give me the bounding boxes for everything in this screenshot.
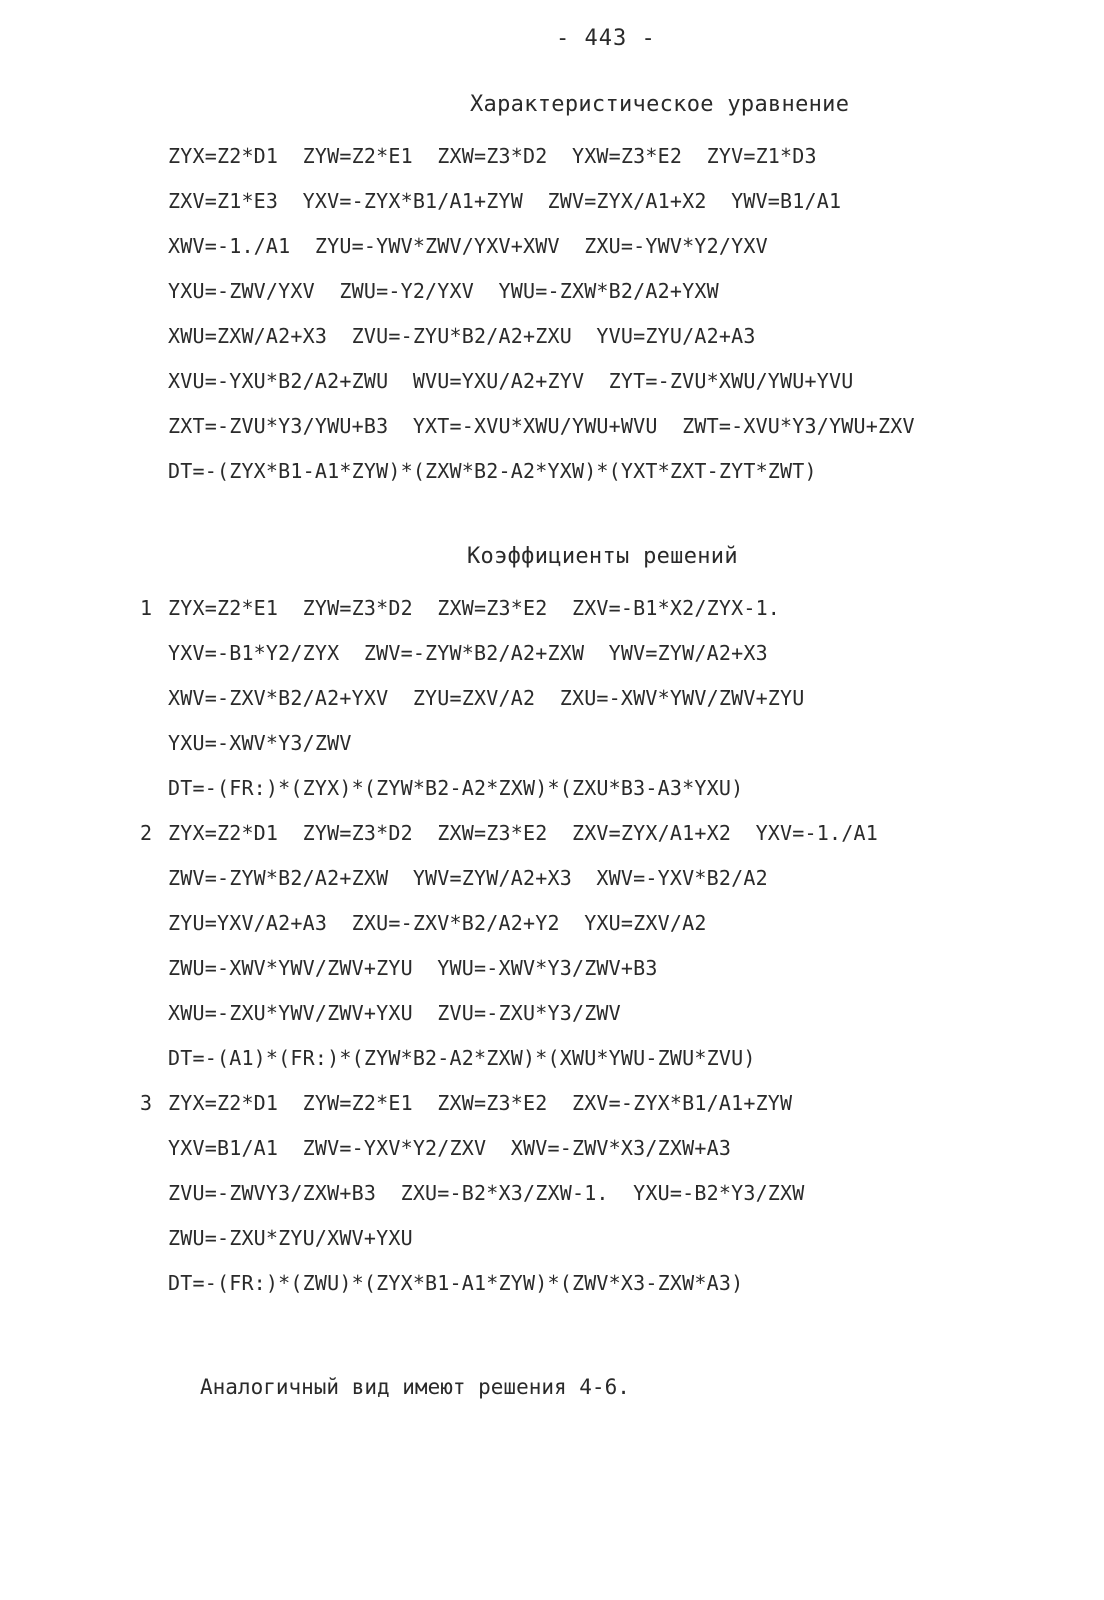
equation-line: ZVU=-ZWVY3/ZXW+B3 ZXU=-B2*X3/ZXW-1. YXU=-B2*Y3/ZXW [168, 1181, 805, 1205]
equation-line: DT=-(FR:)*(ZWU)*(ZYX*B1-A1*ZYW)*(ZWV*X3-ZXW*A3) [168, 1271, 744, 1295]
solution-number: 1 [140, 596, 153, 620]
equation-line: ZWU=-XWV*YWV/ZWV+ZYU YWU=-XWV*Y3/ZWV+B3 [168, 956, 658, 980]
equation-line: ZYX=Z2*E1 ZYW=Z3*D2 ZXW=Z3*E2 ZXV=-B1*X2/ZYX-1. [168, 596, 781, 620]
equation-line: ZXV=Z1*E3 YXV=-ZYX*B1/A1+ZYW ZWV=ZYX/A1+X2 YWV=B1/A1 [168, 189, 842, 213]
page-number: - 443 - [556, 26, 656, 51]
equation-line: XWV=-ZXV*B2/A2+YXV ZYU=ZXV/A2 ZXU=-XWV*YWV/ZWV+ZYU [168, 686, 805, 710]
equation-line: DT=-(ZYX*B1-A1*ZYW)*(ZXW*B2-A2*YXW)*(YXT*ZXT-ZYT*ZWT) [168, 459, 817, 483]
solution-number: 2 [140, 821, 153, 845]
equation-line: XWU=-ZXU*YWV/ZWV+YXU ZVU=-ZXU*Y3/ZWV [168, 1001, 621, 1025]
solution-coefficients-heading: Коэффициенты решений [467, 544, 738, 569]
equation-line: XVU=-YXU*B2/A2+ZWU WVU=YXU/A2+ZYV ZYT=-ZVU*XWU/YWU+YVU [168, 369, 854, 393]
equation-line: DT=-(FR:)*(ZYX)*(ZYW*B2-A2*ZXW)*(ZXU*B3-A3*YXU) [168, 776, 744, 800]
solution-number: 3 [140, 1091, 153, 1115]
equation-line: YXU=-XWV*Y3/ZWV [168, 731, 352, 755]
equation-line: ZXT=-ZVU*Y3/YWU+B3 YXT=-XVU*XWU/YWU+WVU ZWT=-XVU*Y3/YWU+ZXV [168, 414, 915, 438]
equation-line: XWV=-1./A1 ZYU=-YWV*ZWV/YXV+XWV ZXU=-YWV*Y2/YXV [168, 234, 768, 258]
equation-line: DT=-(A1)*(FR:)*(ZYW*B2-A2*ZXW)*(XWU*YWU-ZWU*ZVU) [168, 1046, 756, 1070]
equation-line: ZWV=-ZYW*B2/A2+ZXW YWV=ZYW/A2+X3 XWV=-YXV*B2/A2 [168, 866, 768, 890]
equation-line: YXV=-B1*Y2/ZYX ZWV=-ZYW*B2/A2+ZXW YWV=ZYW/A2+X3 [168, 641, 768, 665]
equation-line: YXU=-ZWV/YXV ZWU=-Y2/YXV YWU=-ZXW*B2/A2+YXW [168, 279, 719, 303]
equation-line: XWU=ZXW/A2+X3 ZVU=-ZYU*B2/A2+ZXU YVU=ZYU/A2+A3 [168, 324, 756, 348]
equation-line: ZWU=-ZXU*ZYU/XWV+YXU [168, 1226, 413, 1250]
footer-note: Аналогичный вид имеют решения 4-6. [200, 1375, 630, 1399]
equation-line: ZYX=Z2*D1 ZYW=Z2*E1 ZXW=Z3*E2 ZXV=-ZYX*B1/A1+ZYW [168, 1091, 793, 1115]
equation-line: ZYX=Z2*D1 ZYW=Z3*D2 ZXW=Z3*E2 ZXV=ZYX/A1+X2 YXV=-1./A1 [168, 821, 878, 845]
equation-line: ZYU=YXV/A2+A3 ZXU=-ZXV*B2/A2+Y2 YXU=ZXV/A2 [168, 911, 707, 935]
equation-line: YXV=B1/A1 ZWV=-YXV*Y2/ZXV XWV=-ZWV*X3/ZXW+A3 [168, 1136, 732, 1160]
characteristic-equation-heading: Характеристическое уравнение [470, 92, 850, 117]
equation-line: ZYX=Z2*D1 ZYW=Z2*E1 ZXW=Z3*D2 YXW=Z3*E2 ZYV=Z1*D3 [168, 144, 817, 168]
